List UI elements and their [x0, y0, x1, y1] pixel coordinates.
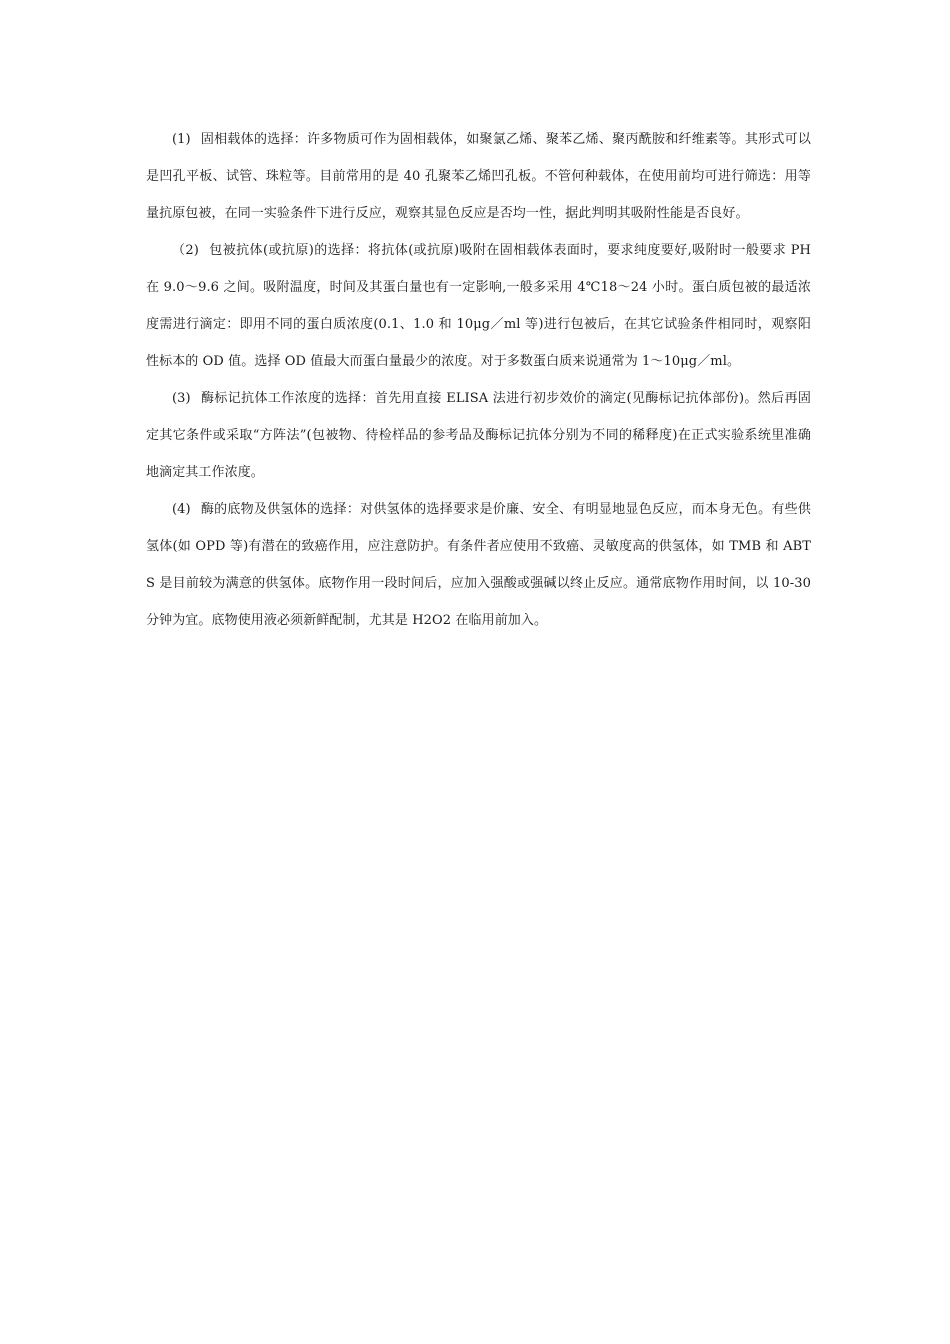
- paragraph-4-text: 酶的底物及供氢体的选择：对供氢体的选择要求是价廉、安全、有明显地显色反应，而本身无色。有些供氢体(如 OPD 等)有潜在的致癌作用，应注意防护。有条件者应使用不致癌、灵敏度高的供氢体，如 TMB 和 ABTS 是目前较为满意的供氢体。底物作用一段时间后，应加入强酸或强碱以终止反应。通常底物作用时间，以 10-30 分钟为宜。底物使用液必须新鲜配制，尤其是 H2O2 在临用前加入。: [146, 502, 811, 628]
- paragraph-2: [146, 232, 811, 380]
- paragraph-3-number: (3): [172, 391, 191, 406]
- paragraph-3: [146, 380, 811, 491]
- paragraph-2-number: （2): [172, 243, 199, 258]
- paragraph-2-text: 包被抗体(或抗原)的选择：将抗体(或抗原)吸附在固相载体表面时，要求纯度要好,吸附时一般要求 PH 在 9.0～9.6 之间。吸附温度，时间及其蛋白量也有一定影响,一般多采用 4℃18～24 小时。蛋白质包被的最适浓度需进行滴定：即用不同的蛋白质浓度(0.1、1.0 和 10μg／ml 等)进行包被后，在其它试验条件相同时，观察阳性标本的 OD 值。选择 OD 值最大而蛋白量最少的浓度。对于多数蛋白质来说通常为 1～10μg／ml。: [146, 243, 811, 369]
- paragraph-1-number: (1): [172, 132, 191, 147]
- paragraph-3-text: 酶标记抗体工作浓度的选择：首先用直接 ELISA 法进行初步效价的滴定(见酶标记抗体部份)。然后再固定其它条件或采取“方阵法”(包被物、待检样品的参考品及酶标记抗体分别为不同的稀释度)在正式实验系统里准确地滴定其工作浓度。: [146, 391, 811, 480]
- paragraph-1-text: 固相载体的选择：许多物质可作为固相载体，如聚氯乙烯、聚苯乙烯、聚丙酰胺和纤维素等。其形式可以是凹孔平板、试管、珠粒等。目前常用的是 40 孔聚苯乙烯凹孔板。不管何种载体，在使用前均可进行筛选：用等量抗原包被，在同一实验条件下进行反应，观察其显色反应是否均一性，据此判明其吸附性能是否良好。: [146, 132, 811, 221]
- paragraph-4-number: (4): [172, 502, 191, 517]
- document-body: [146, 121, 811, 639]
- paragraph-1: [146, 121, 811, 232]
- paragraph-4: [146, 491, 811, 639]
